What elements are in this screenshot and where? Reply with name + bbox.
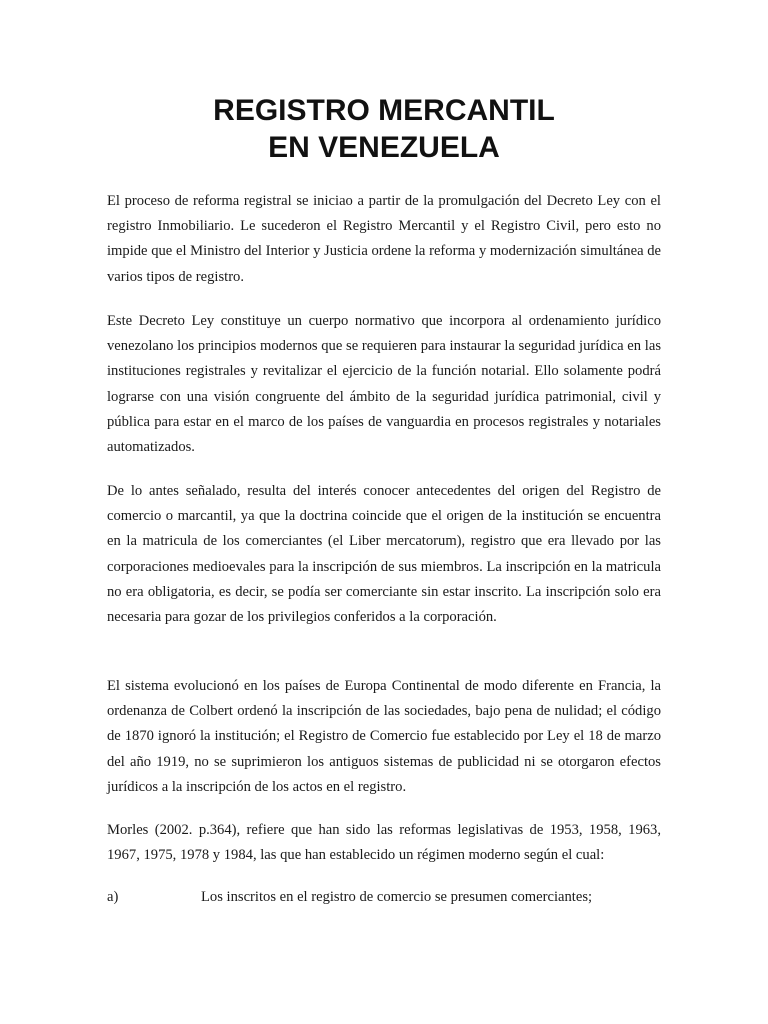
paragraph-morles: Morles (2002. p.364), refiere que han sido las reformas legislativas de 1953, 1958, 1963, 1967, 1975, 1978 y 1984, las que han establecido un régimen moderno según el cual: — [107, 822, 661, 864]
list-item-text: Los inscritos en el registro de comercio se presumen comerciantes; — [201, 889, 593, 905]
document-title — [0, 92, 768, 166]
title-line-2: EN VENEZUELA — [268, 131, 500, 164]
paragraph-decreto-ley: Este Decreto Ley constituye un cuerpo normativo que incorpora al ordenamiento jurídico venezolano los principios modernos que se requieren para instaurar la seguridad jurídica en las instituciones registrales y revitalizar el ejercicio de la función notarial. Ello solamente podrá lograrse con una visión congruente del ámbito de la seguridad jurídica patrimonial, civil y pública para estar en el marco de los países de vanguardia en procesos registrales y notariales automatizados. — [107, 313, 661, 456]
paragraph-reforma-registral: El proceso de reforma registral se iniciao a partir de la promulgación del Decreto Ley con el registro Inmobiliario. Le sucederon el Registro Mercantil y el Registro Civil, pero esto no impide que el Ministro del Interior y Justicia ordene la reforma y modernización simultánea de varios tipos de registro. — [107, 193, 661, 285]
paragraph-antecedentes: De lo antes señalado, resulta del interés conocer antecedentes del origen del Registro de comercio o marcantil, ya que la doctrina coincide que el origen de la institución se encuentra en la matricula de los comerciantes (el Liber mercatorum), registro que era llevado por las corporaciones medioevales para la inscripción de sus miembros. La inscripción en la matricula no era obligatoria, es decir, se podía ser comerciante sin estar inscrito. La inscripción solo era necesaria para gozar de los privilegios conferidos a la corporación. — [107, 483, 661, 626]
paragraph-europa-continental: El sistema evolucionó en los países de Europa Continental de modo diferente en Francia, la ordenanza de Colbert ordenó la inscripción de las sociedades, bajo pena de nulidad; el código de 1870 ignoró la institución; el Registro de Comercio fue establecido por Ley el 18 de marzo del año 1919, no se suprimieron los antiguos sistemas de publicidad ni se otorgaron efectos jurídicos a la inscripción de los actos en el registro. — [107, 678, 661, 795]
title-line-1: REGISTRO MERCANTIL — [213, 94, 555, 127]
list-item-a — [107, 885, 661, 910]
list-item-marker: a) — [107, 889, 119, 905]
